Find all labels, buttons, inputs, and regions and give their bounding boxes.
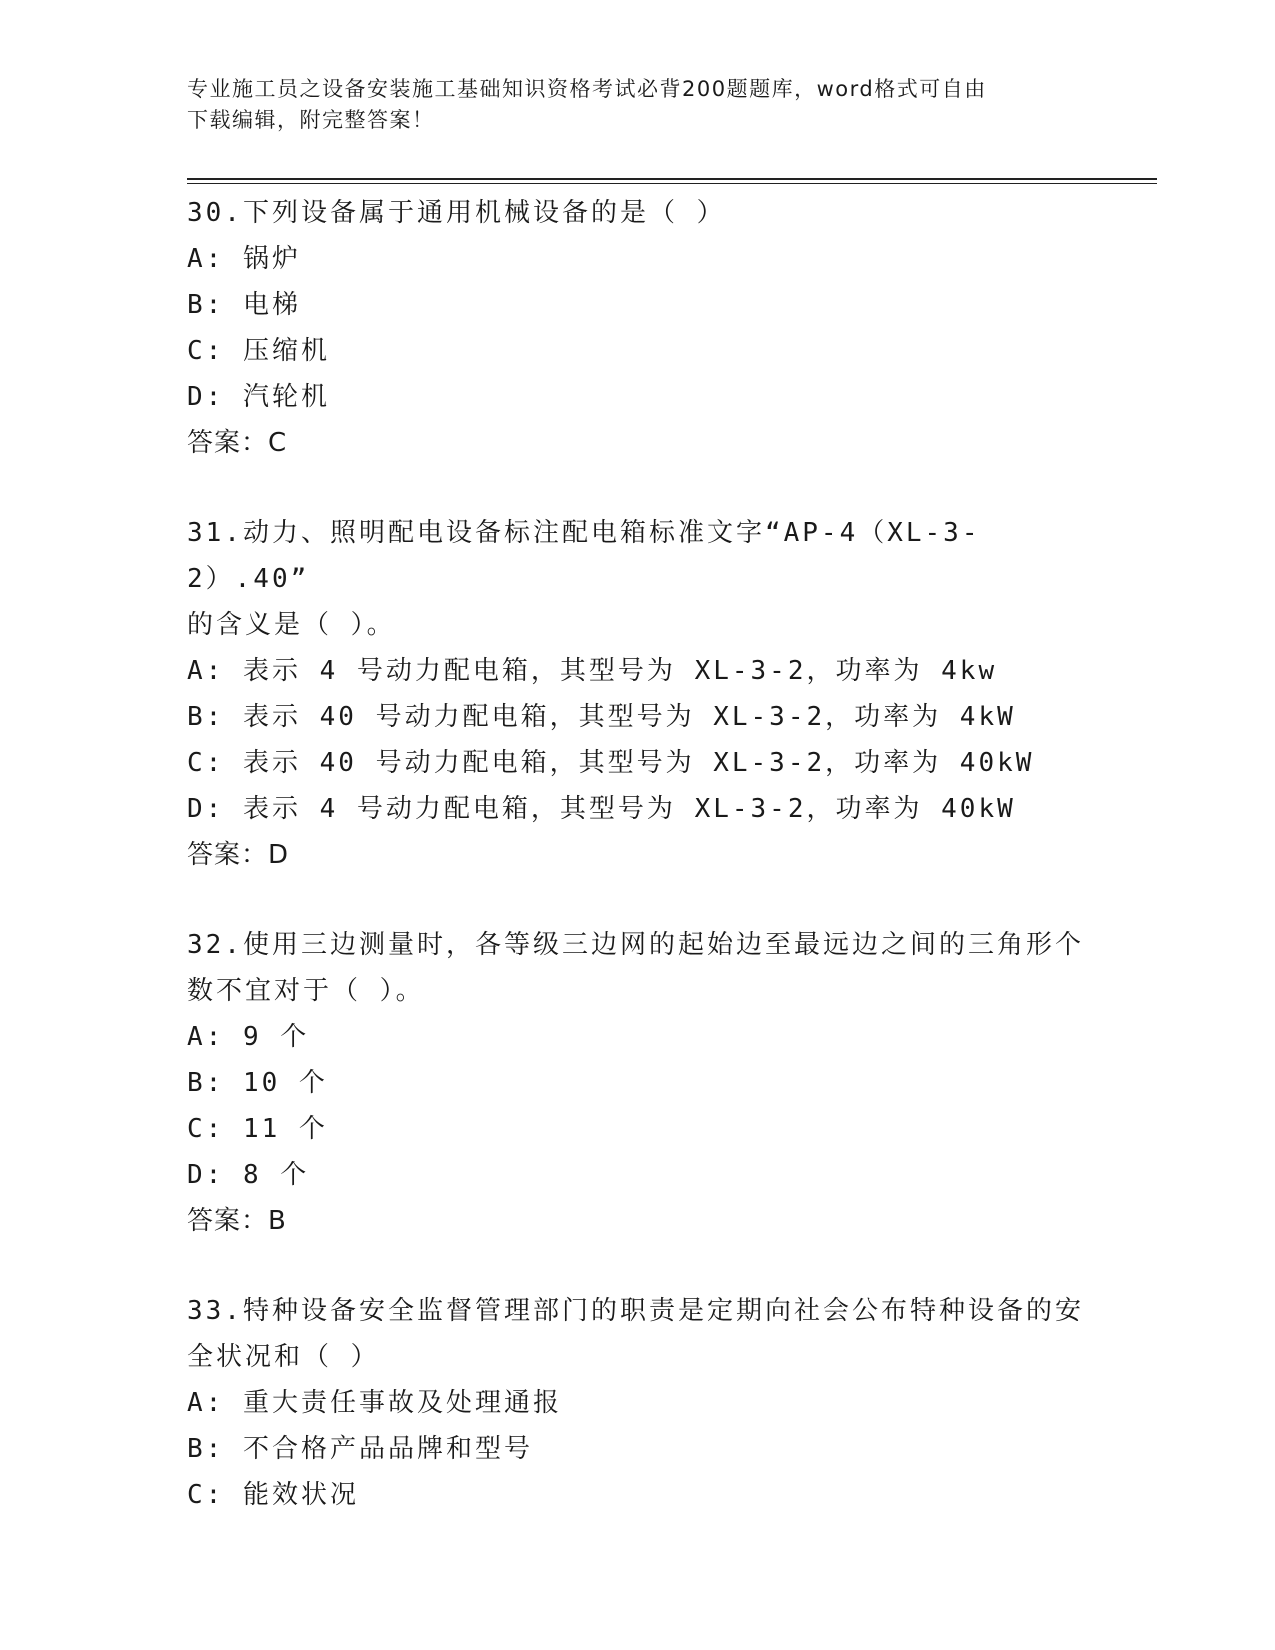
header-divider-thick [187, 178, 1157, 180]
option-a: A: 9 个 [187, 1022, 310, 1052]
question-stem: 30.下列设备属于通用机械设备的是（ ） [187, 198, 726, 228]
option-b: B: 电梯 [187, 290, 301, 320]
option-c: C: 压缩机 [187, 336, 330, 366]
option-b: B: 不合格产品品牌和型号 [187, 1434, 533, 1464]
header-line-2: 下载编辑，附完整答案！ [187, 108, 435, 132]
option-a: A: 锅炉 [187, 244, 301, 274]
question-stem-continued: 全状况和（ ） [187, 1342, 380, 1372]
option-a: A: 重大责任事故及处理通报 [187, 1388, 562, 1418]
question-32 [187, 922, 1087, 1244]
document-header [187, 74, 1077, 136]
option-d: D: 8 个 [187, 1160, 310, 1190]
option-c: C: 11 个 [187, 1114, 328, 1144]
option-c: C: 表示 40 号动力配电箱，其型号为 XL-3-2，功率为 40kW [187, 748, 1035, 778]
answer-label: 答案：C [187, 428, 288, 458]
question-stem: 33.特种设备安全监督管理部门的职责是定期向社会公布特种设备的安 [187, 1296, 1084, 1326]
answer-label: 答案：D [187, 840, 290, 870]
question-31 [187, 510, 1087, 878]
answer-label: 答案：B [187, 1206, 287, 1236]
option-c: C: 能效状况 [187, 1480, 359, 1510]
question-stem: 31.动力、照明配电设备标注配电箱标准文字“AP-4（XL-3-2）.40” [187, 518, 981, 594]
option-d: D: 汽轮机 [187, 382, 330, 412]
question-stem-continued: 数不宜对于（ ）。 [187, 976, 425, 1006]
question-30 [187, 190, 1087, 466]
option-b: B: 10 个 [187, 1068, 328, 1098]
option-b: B: 表示 40 号动力配电箱，其型号为 XL-3-2，功率为 4kW [187, 702, 1016, 732]
question-stem-continued: 的含义是（ ）。 [187, 610, 396, 640]
question-list [187, 190, 1087, 1562]
header-divider-thin [187, 183, 1157, 184]
question-33 [187, 1288, 1087, 1518]
option-d: D: 表示 4 号动力配电箱，其型号为 XL-3-2，功率为 40kW [187, 794, 1016, 824]
question-stem: 32.使用三边测量时，各等级三边网的起始边至最远边之间的三角形个 [187, 930, 1084, 960]
header-line-1: 专业施工员之设备安装施工基础知识资格考试必背200题题库，word格式可自由 [187, 77, 987, 101]
option-a: A: 表示 4 号动力配电箱，其型号为 XL-3-2，功率为 4kw [187, 656, 998, 686]
